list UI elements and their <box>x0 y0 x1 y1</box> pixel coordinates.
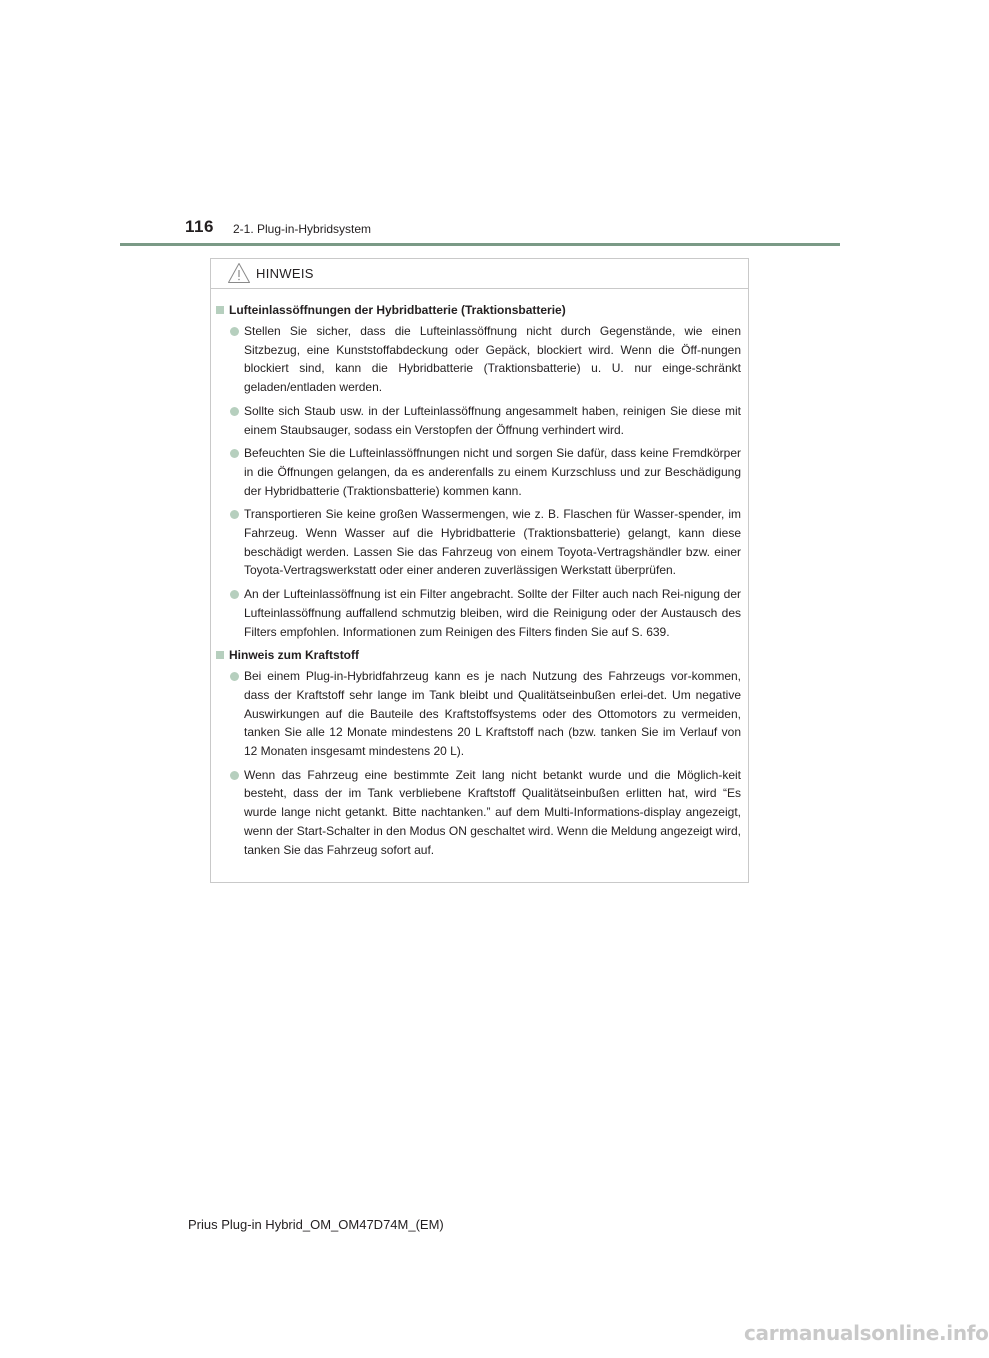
square-bullet-icon <box>216 306 224 314</box>
list-item-text: Stellen Sie sicher, dass die Lufteinlassöffnung nicht durch Gegenstände, wie einen Sitzbezug, eine Kunststoffabdeckung oder Gepäck, blockiert wird. Wenn die Öff-nungen blockiert sind, kann die Hybridbatterie (Traktionsbatterie) u. U. nur einge-schränkt geladen/entladen werden. <box>244 324 741 395</box>
list-item-text: Sollte sich Staub usw. in der Lufteinlassöffnung angesammelt haben, reinigen Sie diese mit einem Staubsauger, sodass ein Verstopfen der Öffnung verhindert wird. <box>244 403 741 437</box>
list-item <box>230 402 741 439</box>
header-rule <box>120 243 840 246</box>
list-item-text: Wenn das Fahrzeug eine bestimmte Zeit lang nicht betankt wurde und die Möglich-keit besteht, dass der im Tank verbliebene Kraftstoff Qualitätseinbußen erlitten hat, wird “Es wurde lange nicht getankt. Bitte nachtanken.” auf dem Multi-Informations-display angezeigt, wenn der Start-Schalter in den Modus ON geschaltet wird. Wenn die Meldung angezeigt wird, tanken Sie das Fahrzeug sofort auf. <box>244 767 741 857</box>
group-heading-text: Lufteinlassöffnungen der Hybridbatterie (Traktionsbatterie) <box>229 303 566 317</box>
list-item <box>230 444 741 500</box>
group-heading <box>216 301 741 320</box>
list-item <box>230 505 741 580</box>
list-item <box>230 585 741 641</box>
dot-bullet-icon <box>230 449 239 458</box>
notice-header <box>211 259 748 289</box>
list-item-text: An der Lufteinlassöffnung ist ein Filter angebracht. Sollte der Filter auch nach Rei-nigung der Lufteinlassöffnung auffallend schmutzig bleiben, wird die Reinigung oder der Austausch des Filters empfohlen. Informationen zum Reinigen des Filters finden Sie auf S. 639. <box>244 587 741 639</box>
dot-bullet-icon <box>230 407 239 416</box>
warning-triangle-icon <box>227 262 251 284</box>
dot-bullet-icon <box>230 590 239 599</box>
section-title: 2-1. Plug-in-Hybridsystem <box>233 222 372 236</box>
dot-bullet-icon <box>230 510 239 519</box>
dot-bullet-icon <box>230 771 239 780</box>
list-item <box>230 322 741 397</box>
square-bullet-icon <box>216 651 224 659</box>
page-number: 116 <box>185 217 214 236</box>
list-item <box>230 667 741 761</box>
notice-title: HINWEIS <box>256 266 314 281</box>
notice-group <box>216 646 741 859</box>
notice-box <box>210 258 749 883</box>
list-item-text: Befeuchten Sie die Lufteinlassöffnungen nicht und sorgen Sie dafür, dass keine Fremdkörper in die Öffnungen gelangen, da es anderenfalls zu einem Kurzschluss und zur Beschädigung der Hybridbatterie (Traktionsbatterie) kommen kann. <box>244 446 741 498</box>
dot-bullet-icon <box>230 327 239 336</box>
list-item-text: Transportieren Sie keine großen Wassermengen, wie z. B. Flaschen für Wasser-spender, im Fahrzeug. Wenn Wasser auf die Hybridbatterie (Traktionsbatterie) gelangt, kann diese beschädigt werden. Lassen Sie das Fahrzeug von einem Toyota-Vertragshändler bzw. einer Toyota-Vertragswerkstatt oder einer anderen zuverlässigen Werkstatt überprüfen. <box>244 507 741 578</box>
notice-group <box>216 301 741 641</box>
footer-document-id: Prius Plug-in Hybrid_OM_OM47D74M_(EM) <box>188 1217 444 1232</box>
notice-body <box>211 289 748 859</box>
group-heading <box>216 646 741 665</box>
watermark[interactable] <box>744 1312 989 1358</box>
list-item <box>230 766 741 860</box>
list-item-text: Bei einem Plug-in-Hybridfahrzeug kann es je nach Nutzung des Fahrzeugs vor-kommen, dass der Kraftstoff sehr lange im Tank bleibt und Qualitätseinbußen erlei-det. Um negative Auswirkungen auf die Bauteile des Kraftstoffsystems oder des Ottomotors zu vermeiden, tanken Sie alle 12 Monate mindestens 20 L Kraftstoff nach (bzw. tanken Sie im Verlauf von 12 Monaten insgesamt mindestens 20 L). <box>244 669 741 759</box>
group-heading-text: Hinweis zum Kraftstoff <box>229 648 360 663</box>
watermark-text[interactable]: carmanualsonline.info <box>744 1321 989 1345</box>
dot-bullet-icon <box>230 672 239 681</box>
